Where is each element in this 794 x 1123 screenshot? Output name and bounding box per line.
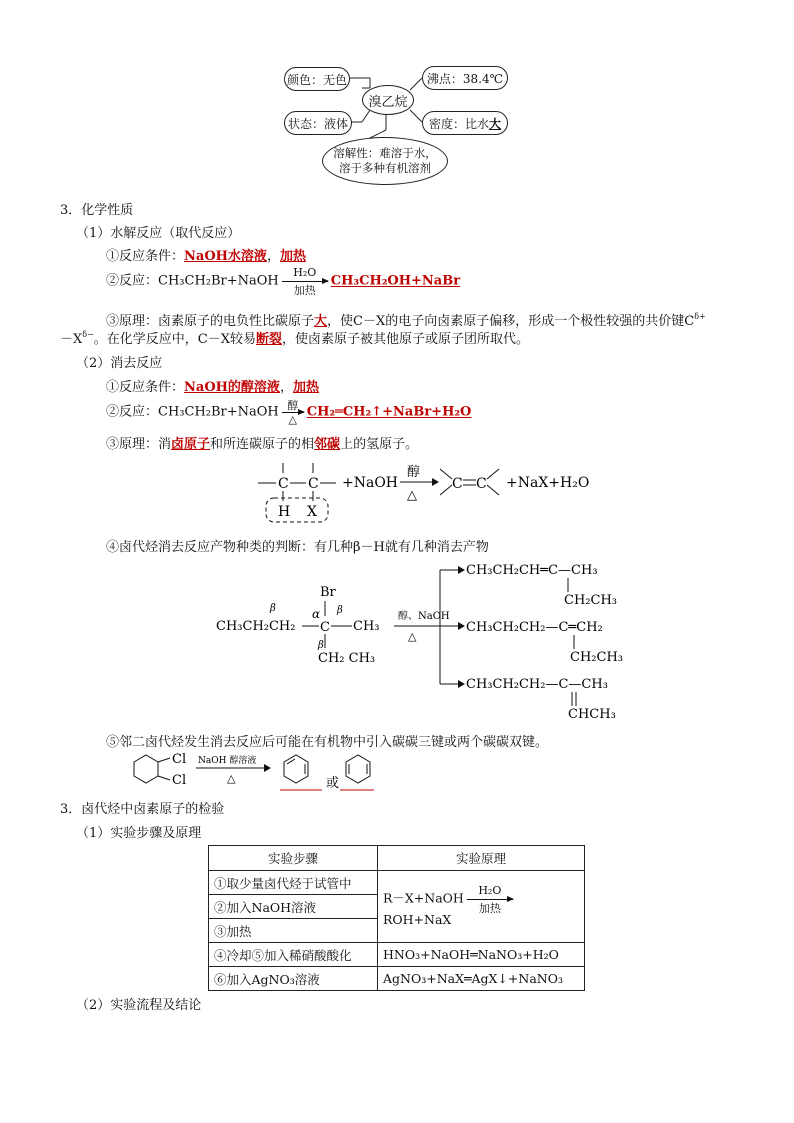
cond-answer-2: 加热 [279,249,306,264]
step-3: ③加热 [209,919,378,943]
product2: CH₃CH₂CH₂—C═CH₂ [466,620,603,635]
principle-b: ，使C－X的电子向卤素原子偏移，形成一个极性较强的共价键C [327,314,695,329]
arrow-bottom: 加热 [293,284,316,297]
reaction-left: ②反应：CH₃CH₂Br+NaOH [106,273,279,289]
principle-a: ③原理：卤素原子的电负性比碳原子 [106,314,315,329]
svg-text:C: C [308,476,319,492]
down-chain: CH₂ CH₃ [318,651,376,666]
principle1-arrow [467,884,513,915]
arrow-top: H₂O [293,266,317,279]
section-title-chemical: 3．化学性质 [60,203,134,218]
mindmap-center: 溴乙烷 [362,85,414,115]
cl-label-2: Cl [172,773,187,788]
cond-answer-2: 加热 [292,380,319,395]
step-4: ④冷却⑤加入稀硝酸酸化 [209,943,378,967]
principle1-bottom: 加热 [478,902,501,915]
principle-e: ，使卤素原子被其他原子或原子团所取代。 [282,332,530,347]
product1: CH₃CH₂CH═C—CH₃ [466,563,598,578]
principle-answer1: 卤原子 [171,437,211,452]
cl-label-1: Cl [172,752,187,767]
scheme-cond-top: 醇 [407,465,421,480]
scheme-cond-bot: △ [407,488,417,503]
arrow-top: 醇 [287,399,299,412]
alpha-label: α [312,607,321,621]
beta-label-1: β [270,603,276,614]
reaction-arrow [282,399,304,425]
beta-h-scheme [210,556,650,728]
elimination-point4: ④卤代烃消去反应产物种类的判断：有几种β－H就有几种消去产物 [106,540,489,555]
solubility-line1: 溶解性：难溶于水， [333,146,437,160]
dihalide-scheme [124,750,384,794]
scheme-x: X [307,504,317,520]
principle-1 [378,871,585,943]
principle-sup1: δ+ [694,312,706,321]
principle1-top: H₂O [478,884,502,897]
density-answer: 大 [489,116,502,131]
detection-table [208,845,585,991]
svg-text:C: C [278,476,289,492]
beta-label-2: β [337,605,343,616]
principle-d: 。在化学反应中，C－X较易 [93,332,256,347]
principle1-left: R－X+NaOH [383,890,464,906]
table-header-principle: 实验原理 [378,846,585,871]
step-5: ⑥加入AgNO₃溶液 [209,967,378,991]
mindmap-solubility [322,137,448,185]
reaction-arrow [282,266,328,297]
product3: CH₃CH₂CH₂—C—CH₃ [466,677,608,692]
table-row [209,943,585,967]
right-ch3: CH₃ [353,619,380,634]
elimination-point5: ⑤邻二卤代烃发生消去反应后可能在有机物中引入碳碳三键或两个碳碳双键。 [106,735,549,750]
detection-sub1: （1）实验步骤及原理 [76,826,202,841]
elimination-principle [106,433,418,452]
product3-sub: CHCH₃ [568,707,616,722]
cond-sep: ， [266,249,280,264]
principle-c: －X [60,332,83,347]
solubility-line2: 溶于多种有机溶剂 [339,161,431,175]
left-chain: CH₃CH₂CH₂ [216,619,296,634]
reaction-product: CH₃CH₂OH+NaBr [330,273,461,289]
mindmap-density [422,111,508,135]
density-prefix: 密度：比水 [428,116,489,131]
scheme-h: H [278,504,291,520]
mindmap-color: 颜色：无色 [284,67,350,91]
table-row [209,871,585,895]
elimination-reaction [106,399,471,425]
section-title-detection: 3．卤代烃中卤素原子的检验 [60,802,225,817]
cond5-top: NaOH 醇溶液 [198,756,257,766]
principle-sup2: δ− [82,330,94,339]
br-label: Br [320,585,336,600]
center-c: C [320,620,330,635]
reaction-product: CH₂═CH₂↑+NaBr+H₂O [306,404,472,420]
or-label: 或 [326,776,340,791]
mindmap-boiling: 沸点：38.4℃ [422,66,508,90]
step-2: ②加入NaOH溶液 [209,895,378,919]
beta-label-3: β [318,640,324,651]
table-header-steps: 实验步骤 [209,846,378,871]
arrow-bottom: △ [288,413,298,426]
elimination-title: （2）消去反应 [76,356,163,371]
cond-sep: ， [279,380,293,395]
cond4-bot: △ [408,630,417,643]
principle-a: ③原理：消 [106,437,172,452]
principle-answer: 大 [314,314,328,329]
cond5-bot: △ [227,772,236,785]
table-header-row [209,846,585,871]
product1-sub: CH₂CH₃ [564,593,617,608]
step-1: ①取少量卤代烃于试管中 [209,871,378,895]
hydrolysis-principle-cont [60,328,529,347]
cond-prefix: ①反应条件： [106,249,185,264]
mindmap-state: 状态：液体 [284,111,352,135]
principle-3: AgNO₃+NaX═AgX↓+NaNO₃ [378,967,585,991]
table-row [209,967,585,991]
hydrolysis-reaction [106,266,461,297]
cond4-top: 醇、NaOH [398,611,450,622]
cond-answer-1: NaOH水溶液 [184,249,267,264]
scheme-product: +NaX+H₂O [506,475,590,491]
elimination-scheme [250,455,600,527]
product2-sub: CH₂CH₃ [570,650,623,665]
svg-text:C: C [452,476,463,492]
elimination-conditions [106,376,319,395]
reaction-left: ②反应：CH₃CH₂Br+NaOH [106,404,279,420]
principle-c: 上的氢原子。 [340,437,419,452]
cond-answer-1: NaOH的醇溶液 [184,380,280,395]
principle-2: HNO₃+NaOH═NaNO₃+H₂O [378,943,585,967]
hydrolysis-title: （1）水解反应（取代反应） [76,226,241,241]
svg-text:C: C [476,476,487,492]
principle-answer2: 断裂 [256,332,283,347]
principle-b: 和所连碳原子的相 [210,437,315,452]
detection-sub2: （2）实验流程及结论 [76,998,202,1013]
principle-answer2: 邻碳 [314,437,341,452]
scheme-naoh: +NaOH [342,475,399,491]
cond-prefix: ①反应条件： [106,380,185,395]
principle1-right: ROH+NaX [383,912,452,927]
hydrolysis-conditions [106,245,306,264]
